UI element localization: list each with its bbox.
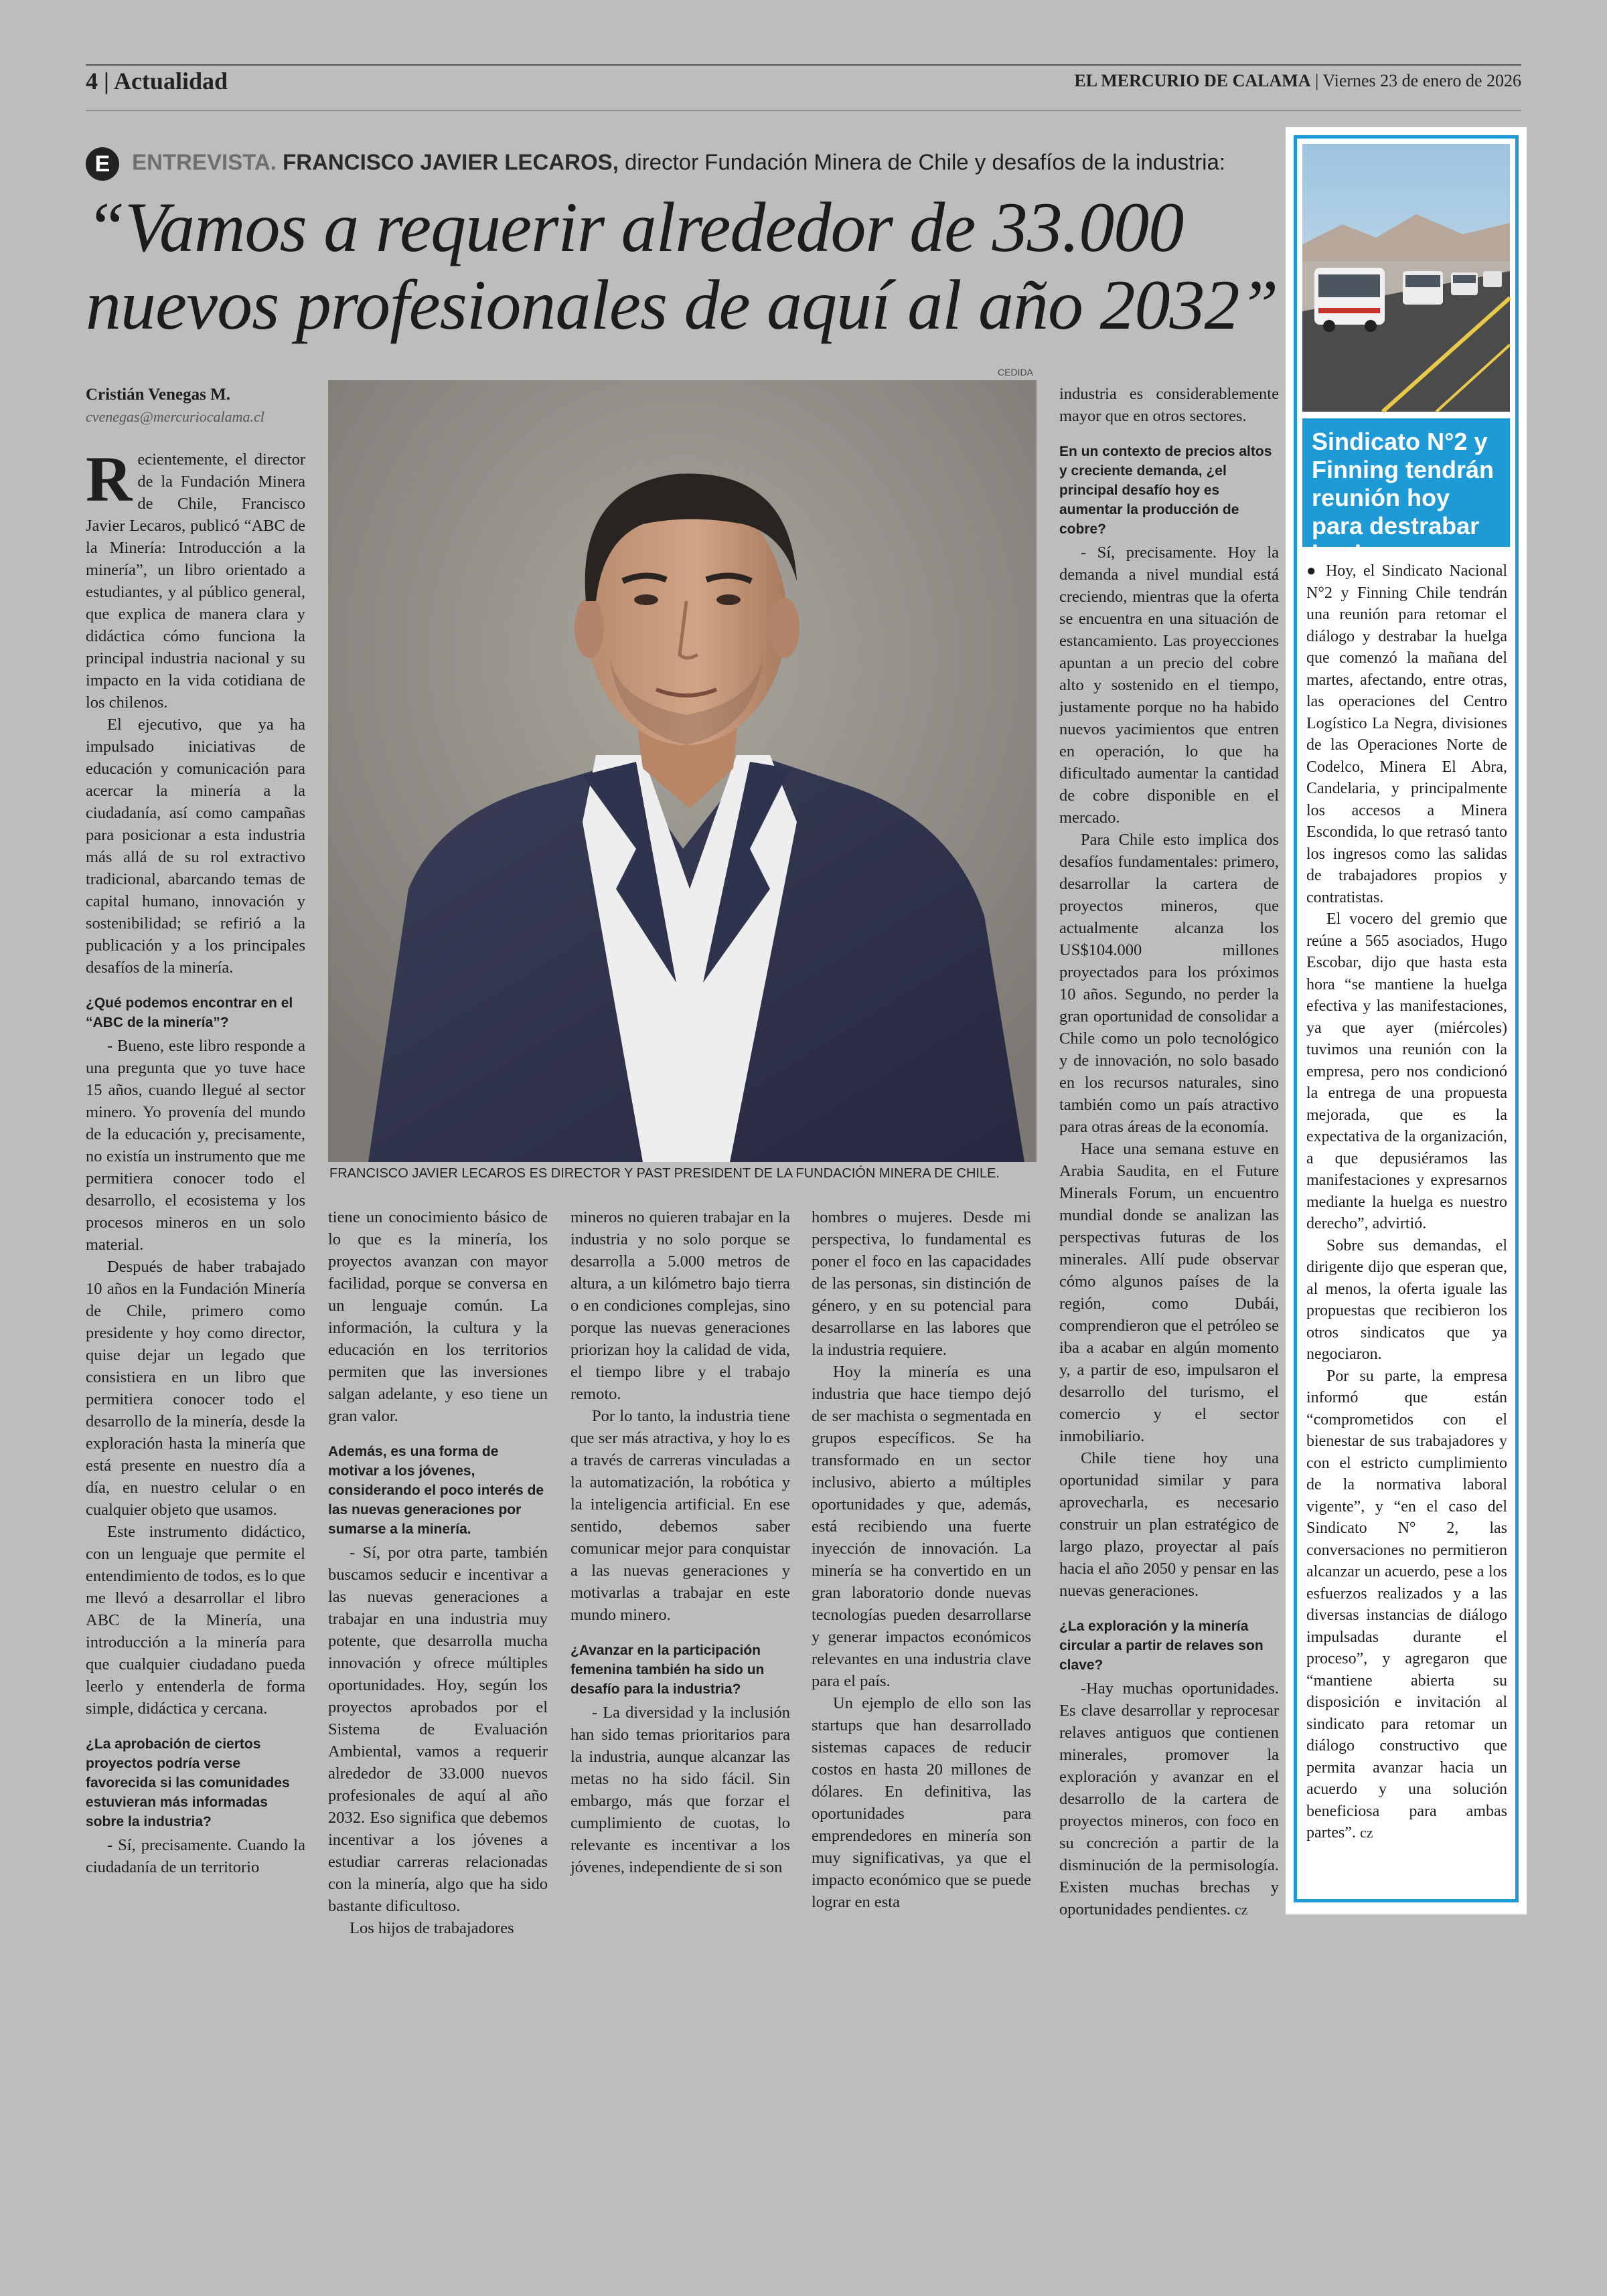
paragraph: Después de haber trabajado 10 años en la Fundación Minería de Chile, primero como presidente y hoy como director, quise dejar un legado que consistiera en un libro que permitiera conocer todo el desarrollo de la minería, desde la exploración hasta la minería que está presente en nuestro día a día, en nuestro celular o en cualquier objeto que usamos. xyxy=(86,1258,305,1519)
author-email: cvenegas@mercuriocalama.cl xyxy=(86,408,264,425)
end-mark-icon: cz xyxy=(1234,1901,1248,1918)
kicker-name: FRANCISCO JAVIER LECAROS, xyxy=(283,149,619,175)
sidebar-paragraph-text: Hoy, el Sindicato Nacional N°2 y Finning Chile tendrán una reunión para retomar el diálogo y destrabar la huelga que comenzó la mañana del martes, afectando, entre otras, las operaciones del Centro Logístico La Negra, divisiones de las Operaciones Norte de Codelco, Minera El Abra, Candelaria, y principalmente los accesos a Minera Escondida, lo que retrasó tanto los ingresos como las salidas de trabajadores propios y contratistas. xyxy=(1306,562,1508,906)
page-header-publication: EL MERCURIO DE CALAMA | Viernes 23 de enero de 2026 xyxy=(1074,71,1521,90)
sidebar-paragraph-text: Por su parte, la empresa informó que están “comprometidos con el bienestar de sus trabajadores y con el estricto cumplimiento de la normativa laboral vigente”, y “en el caso del Sindicato N° 2, las conversaciones no permitieron alcanzar un acuerdo, pese a los esfuerzos realizados y a las diversas instancias de diálogo impulsadas durante el proceso”, y agregaron que “mantiene abierta su disposición e invitación al sindicato para retomar un diálogo constructivo que permita avanzar hacia un acuerdo y una solución beneficiosa para ambas partes”. xyxy=(1306,1367,1507,1841)
buses-on-road-illustration xyxy=(1302,144,1510,412)
paragraph: El ejecutivo, que ya ha impulsado iniciativas de educación y comunicación para acercar la minería a la ciudadanía, así como campañas para posicionar a esta industria más allá de su rol extractivo tradicional, abarcando temas de capital humano, innovación y sostenibilidad; se refirió a la publicación y a los principales desafíos de la minería. xyxy=(86,716,305,977)
paragraph: Hace una semana estuve en Arabia Saudita, en el Future Minerals Forum, un encuentro mundial donde se analizan las perspectivas futuras de los minerales. Allí pude observar cómo algunos países de la región, como Dubái, comprendieron que el petróleo se iba a acabar en algún momento y, a partir de eso, impulsaron el desarrollo del turismo, el comercio y el sector inmobiliario. xyxy=(1059,1140,1279,1445)
paragraph: Este instrumento didáctico, con un lenguaje que permite el entendimiento de todos, es lo que me llevó a desarrollar el libro ABC de la Minería, una introducción a la minería para que cualquier ciudadano pueda leerlo y entenderla de forma simple, didáctica y cercana. xyxy=(86,1523,305,1718)
headline-line-2: nuevos profesionales de aquí al año 2032” xyxy=(86,266,1278,344)
sidebar-photo xyxy=(1302,144,1510,412)
drop-cap: R xyxy=(86,443,133,515)
paragraph-text: -Hay muchas oportunidades. Es clave desarrollar y reprocesar relaves antiguos que contienen minerales, promover la exploración y avanzar en el desarrollo de la cartera de proyectos mineros, con foco en su concreción a partir de la disminución de la permisología. Existen muchas brechas y oportunidades pendientes. xyxy=(1059,1679,1279,1918)
interview-question: ¿Avanzar en la participación femenina también ha sido un desafío para la industria? xyxy=(570,1643,765,1697)
page-header-section: 4 | Actualidad xyxy=(86,68,228,94)
paragraph: tiene un conocimiento básico de lo que es la minería, los proyectos avanzan con mayor facilidad, porque se conversa en un lenguaje común. La información, la cultura y la educación en los territorios permiten que las inversiones salgan adelante, y eso tiene un gran valor. xyxy=(328,1208,548,1425)
sidebar-frame xyxy=(1294,135,1519,1902)
article-headline xyxy=(86,189,1291,344)
interview-question: En un contexto de precios altos y creciente demanda, ¿el principal desafío hoy es aumentar la producción de cobre? xyxy=(1059,444,1272,537)
photo-caption: FRANCISCO JAVIER LECAROS ES DIRECTOR Y PAST PRESIDENT DE LA FUNDACIÓN MINERA DE CHILE. xyxy=(329,1166,1000,1181)
paragraph: mineros no quieren trabajar en la industria y no solo porque se desarrolla a 5.000 metros de altura, a un kilómetro bajo tierra o en condiciones complejas, sino porque las nuevas generaciones priorizan hoy la calidad de vida, el tiempo libre y el trabajo remoto. xyxy=(570,1208,790,1403)
interview-question: ¿Qué podemos encontrar en el “ABC de la minería”? xyxy=(86,995,293,1030)
kicker-rest: director Fundación Minera de Chile y desafíos de la industria: xyxy=(625,149,1226,175)
paragraph: Hoy la minería es una industria que hace tiempo dejó de ser machista o segmentada en grupos específicos. Se ha transformado en un sector inclusivo, abierto a múltiples oportunidades y que, además, está recibiendo una fuerte inyección de innovación. La minería se ha convertido en un gran laboratorio donde nuevas tecnologías pueden desarrollarse y generar impactos económicos relevantes en una industria clave para el país. xyxy=(812,1363,1031,1690)
paragraph: - Sí, precisamente. Hoy la demanda a nivel mundial está creciendo, mientras que la oferta se encuentra en una situación de estancamiento. Las proyecciones apuntan a un precio del cobre alto y sostenido en el tiempo, justamente porque no ha habido nuevos yacimientos que entren en operación, lo que ha dificultado aumentar la cantidad de cobre disponible en el mercado. xyxy=(1059,544,1279,827)
paragraph xyxy=(1059,1677,1279,1920)
paragraph: - La diversidad y la inclusión han sido temas prioritarios para la industria, aunque alcanzar las metas no ha sido fácil. Sin embargo, más que forzar el cumplimiento de cuotas, lo relevante es incentivar a los jóvenes, independiente de si son xyxy=(570,1704,790,1876)
paragraph: hombres o mujeres. Desde mi perspectiva, lo fundamental es poner el foco en las capacidades de las personas, sin distinción de género, y en su potencial para desarrollarse en las labores que la industria requiere. xyxy=(812,1208,1031,1359)
photo-credit: CEDIDA xyxy=(998,367,1033,378)
paragraph: industria es considerablemente mayor que en otros sectores. xyxy=(1059,385,1279,425)
portrait-illustration xyxy=(328,380,1037,1162)
paragraph: Los hijos de trabajadores xyxy=(350,1919,514,1937)
paragraph: Un ejemplo de ello son las startups que han desarrollado sistemas capaces de reducir costos en hasta 20 millones de dólares. En definitiva, las oportunidades para emprendedores en minería son muy significativas, ya que el impacto económico que se puede lograr en esta xyxy=(812,1694,1031,1911)
sidebar-headline: Sindicato N°2 y Finning tendrán reunión hoy para destrabar huelga xyxy=(1302,418,1510,547)
portrait-photo xyxy=(328,380,1037,1162)
header-rule-top xyxy=(86,64,1521,66)
paragraph: - Bueno, este libro responde a una pregunta que yo tuve hace 15 años, cuando llegué al sector minero. Yo provenía del mundo de la educación y, precisamente, no existía un instrumento que me permitiera conocer todo el desarrollo, el ecosistema y los procesos mineros en un solo material. xyxy=(86,1037,305,1254)
bullet-icon: ● xyxy=(1306,562,1319,580)
lead-paragraph xyxy=(86,443,305,714)
article-column-1 xyxy=(86,443,305,1908)
interview-question: ¿La exploración y la minería circular a partir de relaves son clave? xyxy=(1059,1619,1264,1673)
author-name: Cristián Venegas M. xyxy=(86,386,230,404)
interview-badge: E xyxy=(86,147,119,181)
paragraph: Para Chile esto implica dos desafíos fundamentales: primero, desarrollar la cartera de proyectos mineros, que actualmente alcanza los US$104.000 millones proyectados para los próximos 10 años. Segundo, no perder la gran oportunidad de consolidar a Chile como un polo tecnológico y de innovación, no solo basado en los recursos naturales, sino también como un país atractivo para otras áreas de la economía. xyxy=(1059,831,1279,1136)
sidebar-news-box xyxy=(1286,127,1527,1914)
page-number: 4 xyxy=(86,68,98,94)
sidebar-paragraph: El vocero del gremio que reúne a 565 asociados, Hugo Escobar, dijo que hasta esta hora “se mantiene la huelga efectiva y las manifestaciones, ya que ayer (miércoles) tuvimos una reunión con la empresa, pero nos condicionó la entrega de una propuesta mejorada, que es la expectativa de la organización, a que depusiéramos las manifestaciones y expresarnos mediante la huelga es nuestro derecho”, advirtió. xyxy=(1306,910,1507,1232)
sidebar-paragraph: Sobre sus demandas, el dirigente dijo que esperan que, al menos, la oferta iguale las propuestas que recibieron los otros sindicatos que ya negociaron. xyxy=(1306,1236,1507,1363)
article-column-3 xyxy=(570,1206,790,1908)
paragraph: Chile tiene hoy una oportunidad similar y para aprovecharla, es necesario construir un plan estratégico de largo plazo, proyectar al país hacia el año 2050 y pensar en las nuevas generaciones. xyxy=(1059,1449,1279,1600)
lead-text: ecientemente, el director de la Fundación Minera de Chile, Francisco Javier Lecaros, publicó “ABC de la Minería: Introducción a la minería”, un libro orientado a estudiantes, y al público general, que explica de manera clara y didáctica cómo funciona la principal industria nacional y su impacto en la vida cotidiana de los chilenos. xyxy=(86,450,305,712)
paragraph: - Sí, precisamente. Cuando la ciudadanía de un territorio xyxy=(86,1836,305,1876)
publication-date: Viernes 23 de enero de 2026 xyxy=(1322,71,1521,90)
interview-question: ¿La aprobación de ciertos proyectos podría verse favorecida si las comunidades estuvieran más informadas sobre la industria? xyxy=(86,1736,290,1829)
article-column-5 xyxy=(1059,383,1279,1918)
sidebar-body xyxy=(1306,560,1507,1844)
publication-name: EL MERCURIO DE CALAMA xyxy=(1074,71,1311,90)
headline-line-1: “Vamos a requerir alrededor de 33.000 xyxy=(86,188,1184,266)
interview-question: Además, es una forma de motivar a los jóvenes, considerando el poco interés de las nuevas generaciones por sumarse a la minería. xyxy=(328,1444,544,1537)
article-column-4 xyxy=(812,1206,1031,1911)
end-mark-icon: cz xyxy=(1359,1824,1373,1841)
article-column-2 xyxy=(328,1206,548,1937)
sidebar-paragraph xyxy=(1306,1366,1507,1844)
paragraph: - Sí, por otra parte, también buscamos seducir e incentivar a las nuevas generaciones a trabajar en una industria muy potente, que desarrolla mucha innovación y ofrece múltiples oportunidades. Hoy, según los proyectos aprobados por el Sistema de Evaluación Ambiental, vamos a requerir alrededor de 33.000 nuevos profesionales de aquí al año 2032. Eso significa que debemos incentivar a los jóvenes a estudiar carreras relacionadas con la minería, algo que ha sido bastante dificultoso. xyxy=(328,1544,548,1915)
article-kicker xyxy=(86,147,1278,181)
paragraph: Por lo tanto, la industria tiene que ser más atractiva, y hoy lo es a través de carreras vinculadas a la automatización, la robótica y la inteligencia artificial. En ese sentido, debemos saber comunicar mejor para conquistar a las nuevas generaciones y motivarlas a trabajar en este mundo minero. xyxy=(570,1407,790,1624)
section-name: Actualidad xyxy=(113,68,228,94)
kicker-label: ENTREVISTA. xyxy=(132,149,277,175)
sidebar-paragraph xyxy=(1306,560,1507,908)
